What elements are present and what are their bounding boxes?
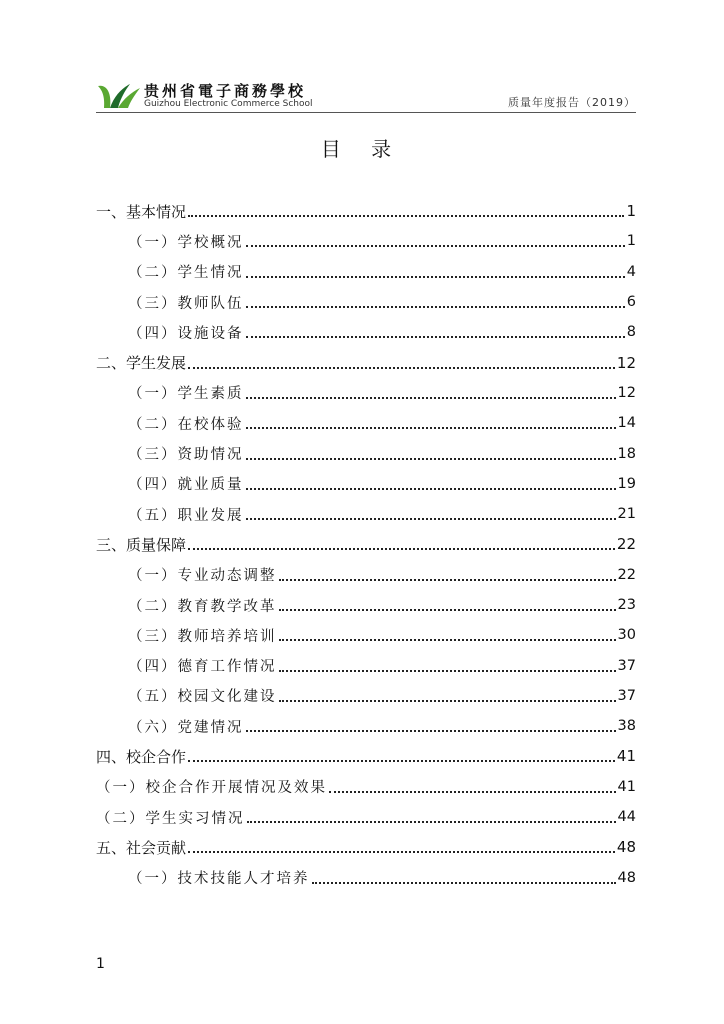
toc-entry-title: （二）在校体验 [128, 416, 244, 433]
toc-leader-dots [247, 821, 616, 823]
school-logo [96, 78, 142, 112]
toc-entry-title: 三、质量保障 [96, 535, 187, 554]
toc-entry-page: 22 [617, 566, 636, 583]
toc-entry-page: 37 [617, 687, 636, 704]
toc-leader-dots [246, 306, 625, 308]
toc-entry-title: （一）专业动态调整 [128, 568, 277, 585]
toc-entry-title: （三）教师队伍 [128, 295, 244, 312]
toc-leader-dots [246, 518, 616, 520]
toc-entry-title: （四）德育工作情况 [128, 659, 277, 676]
toc-entry[interactable] [96, 469, 636, 499]
toc-leader-dots [279, 609, 616, 611]
toc-entry[interactable] [96, 772, 636, 802]
toc-entry[interactable] [96, 438, 636, 468]
toc-leader-dots [246, 427, 616, 429]
toc-entry-title: （四）就业质量 [128, 477, 244, 494]
toc-entry[interactable] [96, 287, 636, 317]
toc-entry-page: 30 [617, 627, 636, 644]
toc-leader-dots [188, 760, 615, 762]
toc-entry-page: 19 [617, 475, 636, 492]
toc-entry-title: 四、校企合作 [96, 747, 187, 766]
toc-leader-dots [188, 367, 615, 369]
toc-entry[interactable] [96, 257, 636, 287]
toc-entry-title: （五）校园文化建设 [128, 689, 277, 706]
toc-entry[interactable] [96, 681, 636, 711]
toc-entry[interactable] [96, 347, 636, 377]
toc-entry[interactable] [96, 863, 636, 893]
toc-entry-title: （六）党建情况 [128, 719, 244, 736]
toc-entry-page: 21 [617, 506, 636, 523]
toc-leader-dots [246, 336, 625, 338]
toc-entry-page: 12 [617, 384, 636, 401]
toc-title: 目 录 [320, 137, 404, 161]
toc-entry-title: 一、基本情况 [96, 202, 187, 221]
toc-entry-page: 41 [616, 747, 636, 766]
toc-entry-title: （三）资助情况 [128, 447, 244, 464]
toc-entry[interactable] [96, 196, 636, 226]
toc-entry-title: （一）技术技能人才培养 [128, 871, 310, 888]
toc-entry-title: （四）设施设备 [128, 325, 244, 342]
toc-leader-dots [279, 639, 616, 641]
toc-entry-page: 14 [617, 415, 636, 432]
toc-entry[interactable] [96, 650, 636, 680]
toc-entry-page: 44 [617, 809, 636, 826]
toc-entry-title: （二）学生情况 [128, 265, 244, 282]
toc-entry[interactable] [96, 529, 636, 559]
school-name-cn: 贵州省電子商務學校 [144, 82, 307, 100]
toc-leader-dots [279, 579, 616, 581]
toc-leader-dots [246, 276, 625, 278]
toc-leader-dots [279, 700, 616, 702]
toc-leader-dots [246, 397, 616, 399]
toc-entry[interactable] [96, 590, 636, 620]
toc-entry-page: 6 [626, 294, 636, 311]
toc-entry-title: （二）教育教学改革 [128, 598, 277, 615]
toc-entry[interactable] [96, 317, 636, 347]
toc-entry[interactable] [96, 378, 636, 408]
toc-entry[interactable] [96, 741, 636, 771]
toc-entry-title: （三）教师培养培训 [128, 628, 277, 645]
toc-entry-page: 12 [616, 353, 636, 372]
toc-entry-page: 8 [626, 324, 636, 341]
report-title: 质量年度报告（2019） [508, 96, 636, 109]
page-header [96, 78, 636, 113]
toc-leader-dots [246, 245, 625, 247]
toc-entry-page: 41 [617, 778, 636, 795]
toc-entry-title: （一）学校概况 [128, 234, 244, 251]
toc-entry-page: 1 [626, 233, 636, 250]
toc-entry[interactable] [96, 560, 636, 590]
toc-entry-page: 23 [617, 597, 636, 613]
toc-entry[interactable] [96, 802, 636, 832]
toc-leader-dots [246, 730, 616, 732]
toc-entry-page: 38 [617, 718, 636, 735]
toc-entry[interactable] [96, 832, 636, 862]
toc-leader-dots [246, 458, 616, 460]
toc-entry-page: 18 [617, 445, 636, 462]
toc-entry[interactable] [96, 620, 636, 650]
toc-entry-title: （一）学生素质 [128, 386, 244, 403]
toc-entry-page: 22 [616, 535, 636, 554]
toc-leader-dots [188, 215, 624, 217]
toc-entry-title: 二、学生发展 [96, 354, 187, 373]
toc-entry-title: （二）学生实习情况 [96, 810, 245, 827]
toc-entry[interactable] [96, 499, 636, 529]
toc-entry-page: 48 [617, 869, 636, 886]
toc-entry-title: 五、社会贡献 [96, 838, 187, 857]
toc-entry-title: （一）校企合作开展情况及效果 [96, 780, 327, 797]
toc-entry-page: 1 [626, 202, 636, 221]
toc-leader-dots [279, 670, 616, 672]
toc-leader-dots [329, 791, 616, 793]
toc-entry[interactable] [96, 711, 636, 741]
toc-leader-dots [312, 882, 616, 884]
toc-entry[interactable] [96, 408, 636, 438]
toc-leader-dots [188, 851, 615, 853]
school-name-en: Guizhou Electronic Commerce School [144, 99, 313, 109]
toc-entry-page: 37 [617, 657, 636, 674]
toc-leader-dots [188, 548, 615, 550]
toc-entry-title: （五）职业发展 [128, 507, 244, 524]
page-number: 1 [96, 956, 105, 972]
toc-entry[interactable] [96, 226, 636, 256]
toc-entry-page: 48 [616, 838, 636, 857]
table-of-contents [96, 196, 636, 893]
toc-entry-page: 4 [626, 263, 636, 280]
toc-leader-dots [246, 488, 616, 490]
